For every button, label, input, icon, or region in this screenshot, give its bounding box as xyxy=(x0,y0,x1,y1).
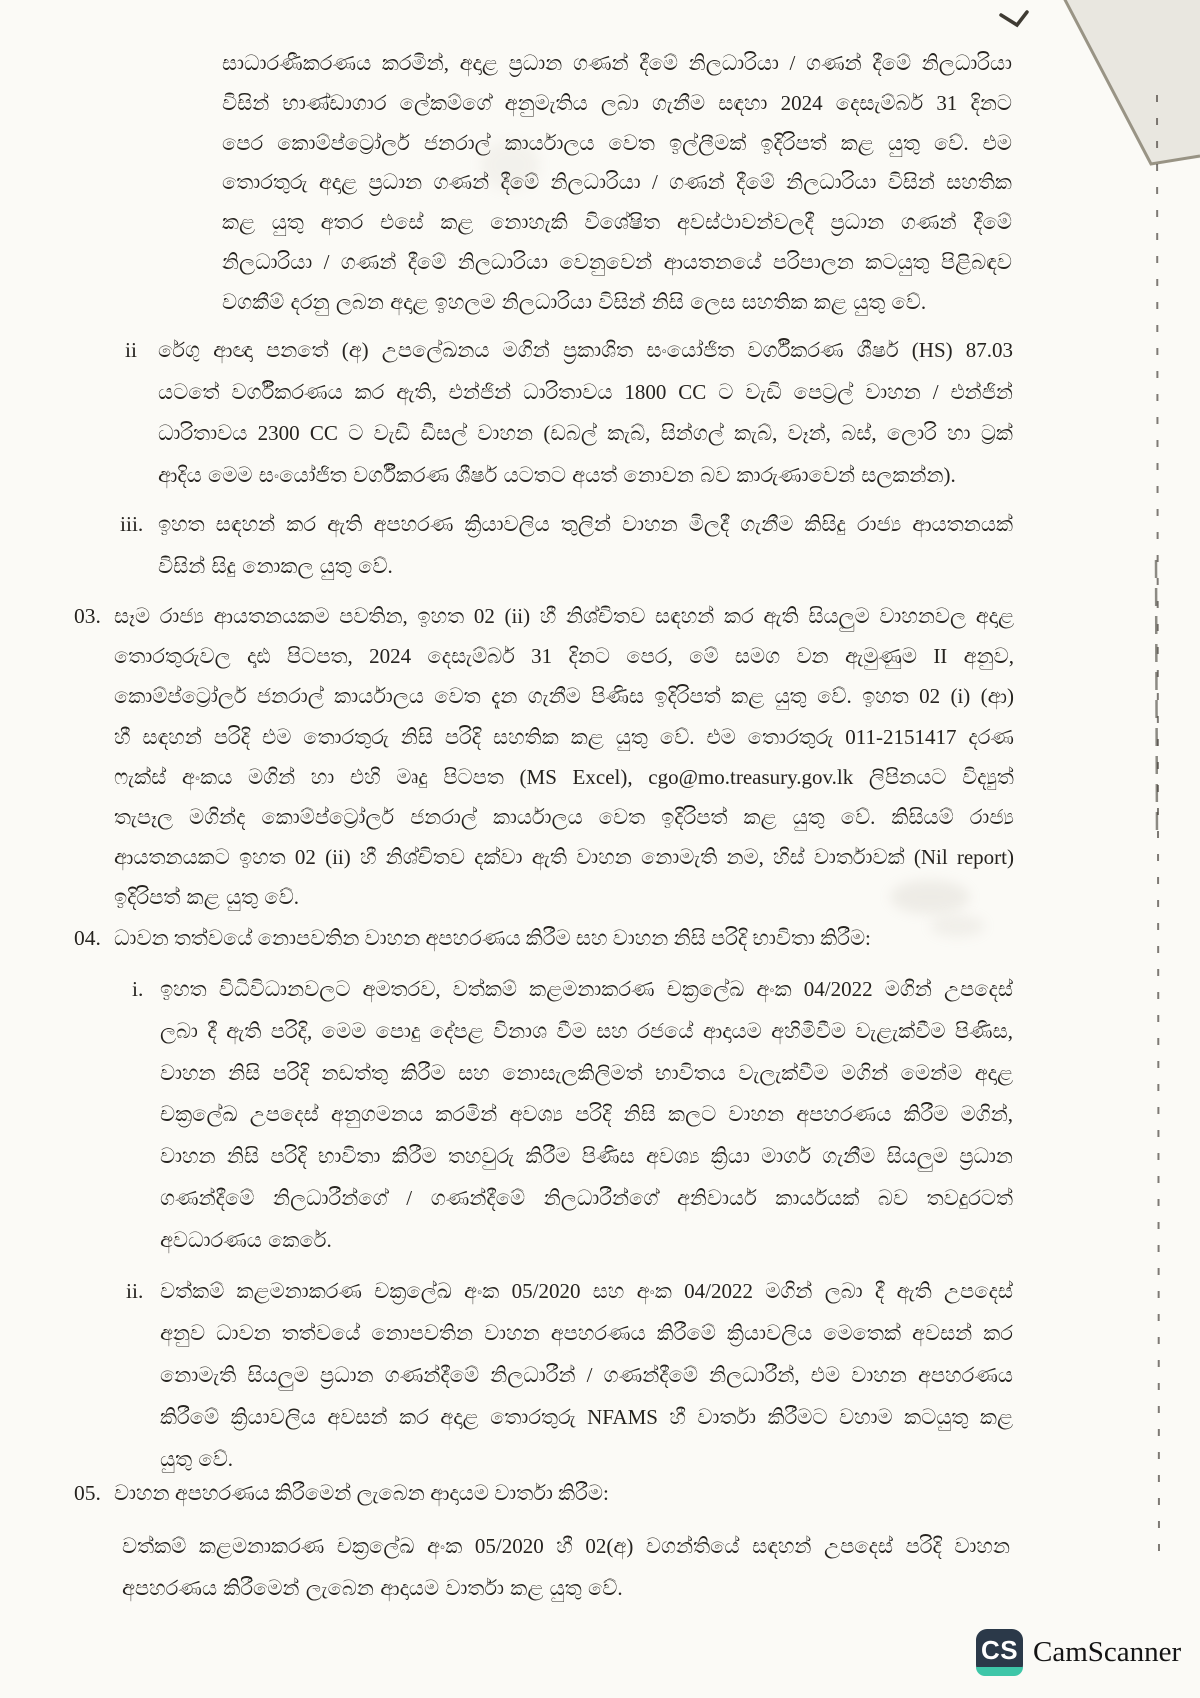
text-line: වත්කම් කළමනාකරණ චක්‍රලේඛ අංක 05/2020 හී 02(අ) වගන්තියේ සඳහන් උපදෙස් පරිදි වාහන xyxy=(122,1534,1010,1558)
item-marker-ii-2: ii. xyxy=(126,1279,144,1303)
camscanner-badge-text: CS xyxy=(980,1634,1019,1665)
item-marker-iii: iii. xyxy=(120,512,144,536)
text-line: ආදිය මෙම සංයෝජිත වර්ගීකරණ ශීර්ෂ යටතට අයත් නොවන බව කාරුණාවෙන් සලකන්න). xyxy=(158,462,956,487)
text-line: ඉහත විධිවිධානවලට අමතරව, වත්කම් කළමනාකරණ චක්‍රලේඛ අංක 04/2022 මගින් උපදෙස් xyxy=(160,977,1013,1001)
text-line: සෑම රාජ්‍ය ආයතනයකම පවතින, ඉහත 02 (ii) හී නිශ්චිතව සඳහන් කර ඇති සියලුම වාහනවල අදාළ xyxy=(114,604,1014,628)
text-line: කොම්ප්ට්‍රෝලර් ජනරාල් කාර්යාලය වෙත දැන ගැනීම පිණිස ඉදිරිපත් කළ යුතු වේ. ඉහත 02 (i) (ආ) xyxy=(114,684,1014,709)
text-line: ඉදිරිපත් කළ යුතු වේ. xyxy=(114,885,300,910)
list-item-ii xyxy=(158,330,1013,496)
text-line: රේගු ආඥා පනතේ (අ) උපලේඛනය මගින් ප්‍රකාශිත සංයෝජිත වර්ගීකරණ ශීර්ෂ (HS) 87.03 xyxy=(158,338,1013,362)
camscanner-badge-strip xyxy=(976,1667,1023,1676)
text-line: පෙර කොම්ප්ට්‍රෝලර් ජනරාල් කාර්යාලය වෙත ඉල්ලීමක් ඉදිරිපත් කළ යුතු වේ. එම xyxy=(222,130,1012,155)
text-line: ෆැක්ස් අංකය මගින් හා එහි මෘදු පිටපත (MS Excel), cgo@mo.treasury.gov.lk ලිපිනයට විද්‍යුත් xyxy=(114,764,1014,789)
text-line: වගකීම් දරනු ලබන අදාළ ඉහලම නිලධාරියා විසින් නිසි ලෙස සහතික කළ යුතු වේ. xyxy=(222,289,927,314)
text-line: ලබා දී ඇති පරිදි, මෙම පොදු දේපළ විනාශ වීම සහ රජයේ ආදායම අහිමිවීම වැළැක්වීම පිණිස, xyxy=(160,1018,1013,1043)
text-line: ධාරිතාවය 2300 CC ට වැඩි ඩීසල් වාහන (ඩබල් කැබ්, සින්ගල් කැබ්, වෑන්, බස්, ලොරි හා ට්‍රක් xyxy=(158,421,1013,445)
text-line: තොරතුරුවල දෘඪ පිටපත, 2024 දෙසැම්බර් 31 දිනට පෙර, මේ සමග වන ඇමුණුම II අනුව, xyxy=(114,644,1014,669)
text-line: යටතේ වර්ගීකරණය කර ඇති, එන්ජින් ධාරිතාවය 1800 CC ට වැඩි පෙට්‍රල් වාහන / එන්ජින් xyxy=(158,379,1013,404)
text-line: අවධාරණය කෙරේ. xyxy=(160,1227,332,1252)
section-03 xyxy=(114,596,1014,918)
section-04-heading: ධාවන තත්වයේ නොපවතින වාහන අපහරණය කිරීම සහ වාහන නිසි පරිදි භාවිතා කිරීම: xyxy=(114,926,871,950)
item-marker-04: 04. xyxy=(74,926,101,950)
text-line: යුතු වේ. xyxy=(160,1447,234,1471)
text-line: ගණන්දීමේ නිලධාරීන්ගේ / ගණන්දීමේ නිලධාරීන්ගේ අනිවාර්ය කාර්යයක් බව තවදුරටත් xyxy=(160,1185,1013,1210)
text-line: චක්‍රලේඛ උපදෙස් අනුගමනය කරමින් අවශ්‍ය පරිදි නිසි කලට වාහන අපහරණය කිරීම මගින්, xyxy=(160,1102,1013,1127)
text-line: විසින් සිදු නොකල යුතු වේ. xyxy=(158,554,393,578)
text-line: වාහන නිසි පරිදි භාවිතා කිරීම තහවුරු කිරීම පිණිස අවශ්‍ය ක්‍රියා මාර්ග ගැනීම සියලුම ප්‍රධාන xyxy=(160,1144,1013,1169)
text-line: විසින් භාණ්ඩාගාර ලේකම්ගේ අනුමැතිය ලබා ගැනීම සඳහා 2024 දෙසැම්බර් 31 දිනට xyxy=(222,90,1012,115)
item-marker-03: 03. xyxy=(74,604,101,628)
text-line: සාධාරණීකරණය කරමින්, අදාළ ප්‍රධාන ගණන් දීමේ නිලධාරියා / ගණන් දීමේ නිලධාරියා xyxy=(222,51,1012,75)
list-item-iii xyxy=(158,503,1013,587)
text-line: නොමැති සියලුම ප්‍රධාන ගණන්දීමේ නිලධාරීන් / ගණන්දීමේ නිලධාරීන්, එම වාහන අපහරණය xyxy=(160,1363,1013,1387)
text-line: ඉහත සඳහන් කර ඇති අපහරණ ක්‍රියාවලිය තුලින් වාහන මිලදී ගැනීම කිසිදු රාජ්‍ය ආයතනයක් xyxy=(158,512,1013,536)
text-line: වාහන නිසි පරිදි නඩත්තු කිරීම සහ නොසැලකිලිමත් භාවිතය වැලැක්වීම මගින් මෙන්ම අදාළ xyxy=(160,1060,1013,1085)
item-marker-i: i. xyxy=(132,977,144,1001)
text-line: අපහරණය කිරීමෙන් ලැබෙන ආදායම වාර්තා කළ යුතු වේ. xyxy=(122,1575,623,1600)
section-05-heading: වාහන අපහරණය කිරීමෙන් ලැබෙන ආදායම වාර්තා කිරීම: xyxy=(114,1481,609,1505)
text-line: හී සඳහන් පරිදි එම තොරතුරු නිසි පරිදි සහතික කළ යුතු වේ. එම තොරතුරු 011-2151417 දරණ xyxy=(114,724,1014,749)
text-line: වත්කම් කළමනාකරණ චක්‍රලේඛ අංක 05/2020 සහ අංක 04/2022 මගින් ලබා දී ඇති උපදෙස් xyxy=(160,1279,1013,1303)
text-line: අනුව ධාවන තත්වයේ නොපවතින වාහන අපහරණය කිරීමේ ක්‍රියාවලිය මෙතෙක් අවසන් කර xyxy=(160,1321,1013,1345)
item-marker-ii: ii xyxy=(125,338,137,362)
text-line: ආයතනයකට ඉහත 02 (ii) හී නිශ්චිතව දක්වා ඇති වාහන නොමැති නම, හිස් වාර්තාවක් (Nil report) xyxy=(114,845,1014,870)
text-line: කළ යුතු අතර එසේ කළ නොහැකි විශේෂිත අවස්ථාවන්වලදී ප්‍රධාන ගණන් දීමේ xyxy=(222,210,1012,235)
text-line: තොරතුරු අදාළ ප්‍රධාන ගණන් දීමේ නිලධාරියා / ගණන් දීමේ නිලධාරියා විසින් සහතික xyxy=(222,170,1012,195)
text-line: කිරීමේ ක්‍රියාවලිය අවසන් කර අදාළ තොරතුරු NFAMS හී වාර්තා කිරීමට වහාම කටයුතු කළ xyxy=(160,1405,1013,1429)
text-line: නිලධාරියා / ගණන් දීමේ නිලධාරියා වෙනුවෙන් ආයතනයේ පරිපාලන කටයුතු පිළිබඳව xyxy=(222,249,1012,274)
sub-item-ii xyxy=(160,1270,1013,1480)
text-line: තැපෑල මගින්ද කොම්ප්ට්‍රෝලර් ජනරාල් කාර්යාලය වෙත ඉදිරිපත් කළ යුතු වේ. කිසියම් රාජ්‍ය xyxy=(114,805,1014,830)
section-05-body xyxy=(122,1526,1010,1609)
intro-paragraph xyxy=(222,44,1012,323)
camscanner-logo-icon xyxy=(976,1629,1023,1676)
sub-item-i xyxy=(160,969,1013,1262)
camscanner-label: CamScanner xyxy=(1033,1636,1182,1668)
item-marker-05: 05. xyxy=(74,1481,101,1505)
